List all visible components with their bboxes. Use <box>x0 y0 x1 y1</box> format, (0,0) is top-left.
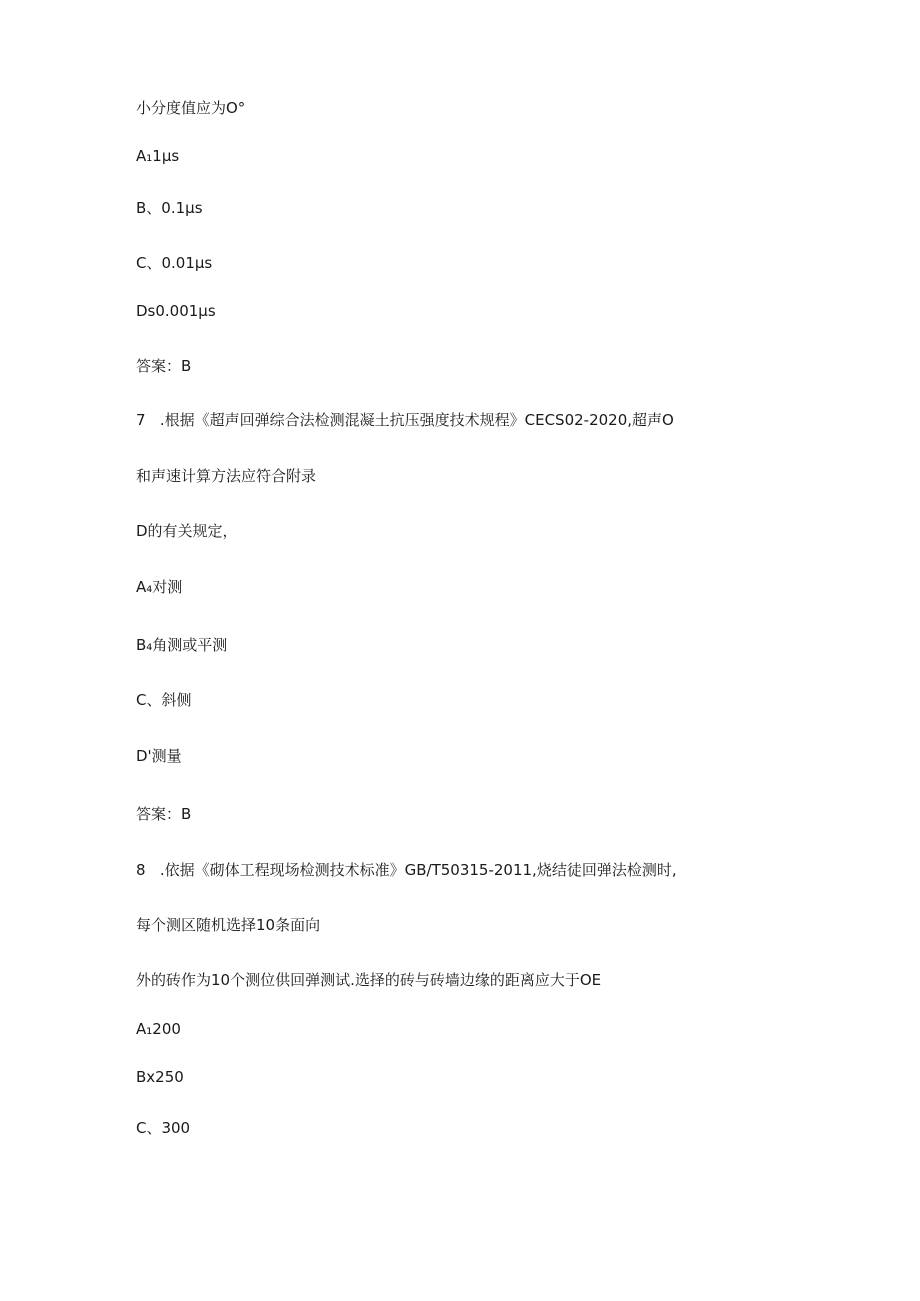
option-b: B₄角测或平测 <box>136 636 228 654</box>
option-c: C、斜侧 <box>136 691 192 709</box>
option-b: Bx250 <box>136 1068 184 1086</box>
option-d: Ds0.001μs <box>136 302 216 320</box>
option-c: C、0.01μs <box>136 254 213 272</box>
question-8-stem: 8 .依据《砌体工程现场检测技术标准》GB/T50315-2011,烧结徒回弹法检测时, <box>136 861 677 879</box>
question-8-stem-line-2: 每个测区随机选择10条面向 <box>136 916 321 934</box>
option-a: A₁200 <box>136 1020 181 1038</box>
question-7-stem-line-3: D的有关规定， <box>136 522 238 540</box>
question-8-stem-line-3: 外的砖作为10个测位供回弹测试.选择的砖与砖墙边缘的距离应大于OE <box>136 971 602 989</box>
answer: 答案：B <box>136 357 192 375</box>
question-7-stem-line-2: 和声速计算方法应符合附录 <box>136 467 317 485</box>
option-a: A₄对测 <box>136 578 183 596</box>
answer: 答案：B <box>136 805 192 823</box>
question-7-stem: 7 .根据《超声回弹综合法检测混凝土抗压强度技术规程》CECS02-2020,超声O <box>136 411 674 429</box>
option-d: D'测量 <box>136 747 182 765</box>
question-6-stem-continued: 小分度值应为O° <box>136 99 246 117</box>
option-b: B、0.1μs <box>136 199 203 217</box>
option-a: A₁1μs <box>136 147 180 165</box>
option-c: C、300 <box>136 1119 191 1137</box>
